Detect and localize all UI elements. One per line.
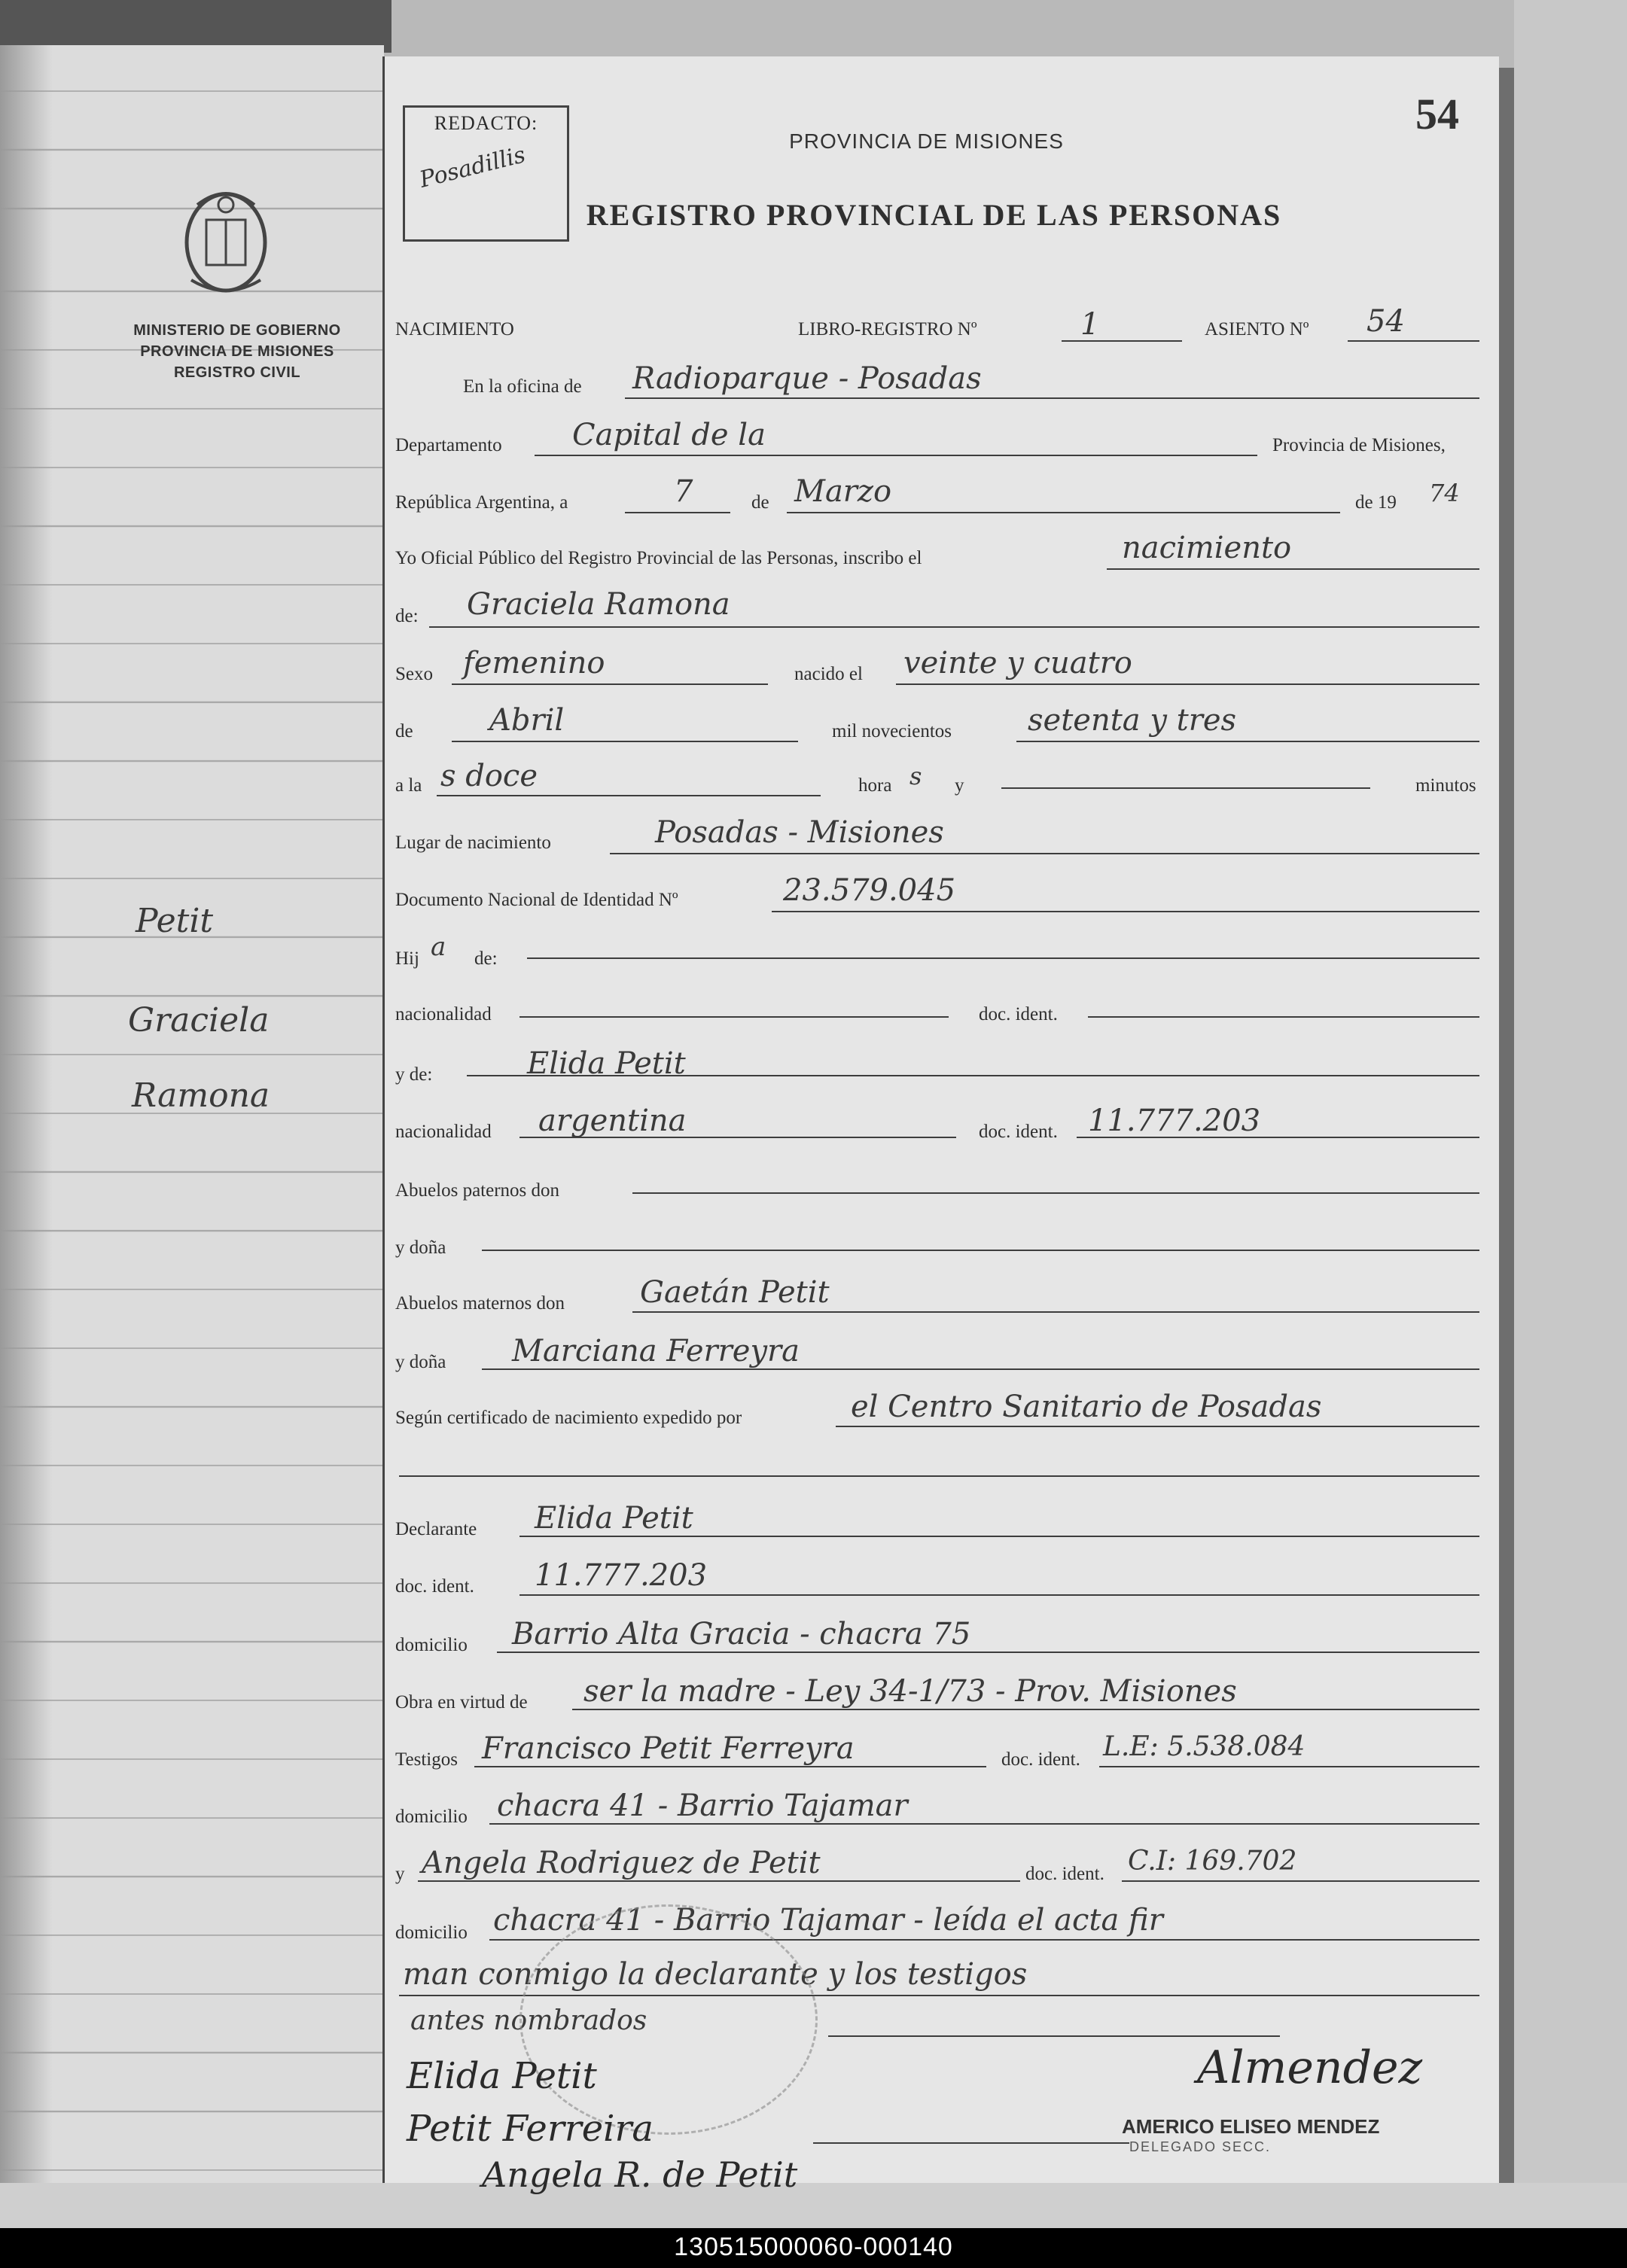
office-value: Radioparque - Posadas: [632, 361, 982, 396]
certificate-line-2: [399, 1475, 1479, 1477]
registry-header: REGISTRO PROVINCIAL DE LAS PERSONAS: [586, 198, 1282, 232]
provincia-label: Provincia de Misiones,: [1272, 435, 1446, 455]
ministry-line-1: MINISTERIO DE GOBIERNO: [133, 322, 341, 339]
witnesses-label: Testigos: [395, 1749, 458, 1770]
paternal-grandmother-line: [482, 1250, 1479, 1251]
background-bottom: [0, 2183, 1627, 2228]
declarant-line: [519, 1536, 1479, 1537]
month-line: [787, 512, 1340, 513]
witness-1-line: [474, 1766, 986, 1767]
coat-of-arms-icon: [175, 175, 277, 301]
paternal-grandfather-line: [632, 1192, 1479, 1194]
asiento-value: 54: [1366, 304, 1405, 339]
horas-suffix: s: [909, 762, 922, 790]
hora-value: s doce: [440, 759, 538, 793]
lugar-value: Posadas - Misiones: [655, 815, 944, 850]
record-type-label: NACIMIENTO: [395, 319, 514, 339]
witness-2-y-label: y: [395, 1864, 405, 1884]
signature-witness-1: Petit Ferreira: [407, 2108, 654, 2150]
mother-doc-line: [1077, 1137, 1479, 1138]
sexo-value: femenino: [463, 646, 605, 680]
mother-nationality-line: [519, 1137, 956, 1138]
obra-value: ser la madre - Ley 34-1/73 - Prov. Misiones: [583, 1674, 1237, 1709]
image-code: 130515000060-000140: [674, 2233, 953, 2261]
lugar-label: Lugar de nacimiento: [395, 833, 551, 853]
paternal-grandfather-label: Abuelos paternos don: [395, 1180, 560, 1201]
father-doc-line: [1088, 1016, 1479, 1018]
closing-rule-2: [828, 2035, 1280, 2037]
maternal-grandfather-value: Gaetán Petit: [640, 1275, 830, 1310]
departamento-value: Capital de la: [572, 418, 766, 452]
sexo-label: Sexo: [395, 664, 433, 684]
obra-label: Obra en virtud de: [395, 1692, 528, 1712]
background-right: [1514, 0, 1627, 2183]
signature-declarant: Elida Petit: [407, 2055, 597, 2097]
declarant-address-line: [497, 1652, 1479, 1653]
witness-1-value: Francisco Petit Ferreyra: [482, 1731, 855, 1766]
father-nationality-label: nacionalidad: [395, 1004, 492, 1024]
father-doc-label: doc. ident.: [979, 1004, 1058, 1024]
signature-rule: [813, 2142, 1129, 2144]
maternal-grandmother-value: Marciana Ferreyra: [512, 1334, 800, 1368]
hija-suffix: a: [431, 932, 446, 962]
witness-2-address-label: domicilio: [395, 1922, 468, 1943]
mother-nationality-label: nacionalidad: [395, 1122, 492, 1142]
witness-1-address-value: chacra 41 - Barrio Tajamar: [497, 1789, 908, 1823]
nacido-label: nacido el: [794, 664, 863, 684]
ministry-block: [113, 320, 361, 383]
office-line: [625, 397, 1479, 399]
departamento-label: Departamento: [395, 435, 502, 455]
declarant-doc-label: doc. ident.: [395, 1576, 474, 1597]
minutos-label: minutos: [1415, 775, 1476, 796]
hija-label: Hij: [395, 948, 419, 969]
dni-label: Documento Nacional de Identidad Nº: [395, 890, 678, 910]
father-nationality-line: [519, 1016, 949, 1018]
maternal-grandmother-label: y doña: [395, 1352, 446, 1372]
hora-line: [437, 795, 821, 796]
mil-label: mil novecientos: [832, 721, 952, 741]
hora-label: a la: [395, 775, 422, 796]
ministry-line-3: REGISTRO CIVIL: [173, 364, 301, 381]
maternal-grandfather-label: Abuelos maternos don: [395, 1293, 565, 1314]
closing-line-2: antes nombrados: [410, 2005, 647, 2036]
witness-1-doc-value: L.E: 5.538.084: [1103, 1731, 1306, 1762]
stub-given-name-1: Graciela: [128, 1001, 270, 1040]
name-value: Graciela Ramona: [467, 587, 730, 622]
departamento-line: [535, 455, 1257, 456]
witness-2-doc-value: C.I: 169.702: [1128, 1846, 1297, 1877]
witness-2-value: Angela Rodriguez de Petit: [422, 1846, 821, 1880]
signature-witness-2: Angela R. de Petit: [482, 2154, 798, 2195]
page-number: 54: [1415, 90, 1459, 139]
birth-month-de-label: de: [395, 721, 413, 741]
mother-value: Elida Petit: [527, 1046, 686, 1081]
mil-line: [1016, 741, 1479, 742]
month-de-label: de: [751, 492, 769, 513]
mother-doc-value: 11.777.203: [1088, 1104, 1261, 1138]
redacto-signature: Posadillis: [416, 142, 529, 193]
month-value: Marzo: [794, 474, 892, 509]
certificate-value: el Centro Sanitario de Posadas: [851, 1390, 1322, 1424]
witness-1-address-label: domicilio: [395, 1807, 468, 1827]
declarant-address-label: domicilio: [395, 1635, 468, 1655]
maternal-grandmother-line: [482, 1368, 1479, 1370]
dni-line: [772, 911, 1479, 912]
redacto-label: REDACTO:: [434, 112, 538, 134]
hija-de-label: de:: [474, 948, 498, 969]
oficial-value: nacimiento: [1122, 531, 1292, 565]
witness-2-address-value: chacra 41 - Barrio Tajamar - leída el acta fir: [493, 1903, 1163, 1938]
father-line: [527, 957, 1479, 959]
declarant-label: Declarante: [395, 1519, 477, 1539]
nacido-value: veinte y cuatro: [903, 646, 1132, 680]
closing-line-1: man conmigo la declarante y los testigos: [403, 1957, 1028, 1992]
certificate-line-1: [836, 1426, 1479, 1427]
birth-month-line: [452, 741, 798, 742]
nacido-line: [896, 683, 1479, 685]
witness-2-doc-label: doc. ident.: [1025, 1864, 1104, 1884]
office-label: En la oficina de: [463, 376, 582, 397]
libro-value: 1: [1080, 307, 1100, 342]
asiento-label: ASIENTO Nº: [1205, 319, 1309, 339]
oficial-label: Yo Oficial Público del Registro Provincial de las Personas, inscribo el: [395, 548, 922, 568]
oficial-line: [1107, 568, 1479, 570]
lugar-line: [610, 853, 1479, 854]
maternal-grandfather-line: [632, 1311, 1479, 1313]
stub-given-name-2: Ramona: [132, 1076, 270, 1115]
declarant-doc-line: [519, 1594, 1479, 1596]
libro-line: [1062, 340, 1182, 342]
republica-label: República Argentina, a: [395, 492, 568, 513]
horas-label: hora: [858, 775, 892, 796]
witness-2-line: [418, 1880, 1020, 1882]
witness-1-doc-line: [1099, 1766, 1479, 1767]
year-label: de 19: [1355, 492, 1397, 513]
declarant-value: Elida Petit: [535, 1501, 693, 1536]
official-name: AMERICO ELISEO MENDEZ: [1122, 2115, 1380, 2138]
year-value: 74: [1429, 479, 1460, 507]
official-title: DELEGADO SECC.: [1129, 2139, 1272, 2154]
mother-nationality-value: argentina: [538, 1104, 687, 1138]
mother-line: [467, 1075, 1479, 1076]
official-stamp: [519, 1904, 818, 2135]
y-label: y: [955, 775, 964, 796]
paternal-grandmother-label: y doña: [395, 1238, 446, 1258]
day-value: 7: [674, 474, 693, 509]
certificate-label: Según certificado de nacimiento expedido por: [395, 1408, 742, 1428]
witness-1-address-line: [489, 1823, 1479, 1825]
mother-doc-label: doc. ident.: [979, 1122, 1058, 1142]
name-label: de:: [395, 606, 419, 626]
sexo-line: [452, 683, 768, 685]
ministry-line-2: PROVINCIA DE MISIONES: [140, 343, 334, 360]
witness-1-doc-label: doc. ident.: [1001, 1749, 1080, 1770]
name-line: [429, 626, 1479, 628]
signature-official: Almendez: [1197, 2041, 1423, 2094]
stub-page-shadow: [0, 45, 53, 2183]
declarant-doc-value: 11.777.203: [535, 1558, 708, 1593]
stub-surname: Petit: [136, 902, 214, 940]
mother-label: y de:: [395, 1064, 433, 1085]
province-header: PROVINCIA DE MISIONES: [789, 129, 1064, 153]
declarant-address-value: Barrio Alta Gracia - chacra 75: [512, 1617, 971, 1652]
dni-value: 23.579.045: [783, 873, 956, 908]
asiento-line: [1348, 340, 1479, 342]
obra-line: [572, 1709, 1479, 1710]
day-line: [625, 512, 730, 513]
witness-2-doc-line: [1122, 1880, 1479, 1882]
minutos-line: [1001, 787, 1370, 789]
mil-value: setenta y tres: [1028, 703, 1237, 738]
libro-label: LIBRO-REGISTRO Nº: [798, 319, 977, 339]
birth-month-value: Abril: [489, 703, 565, 738]
